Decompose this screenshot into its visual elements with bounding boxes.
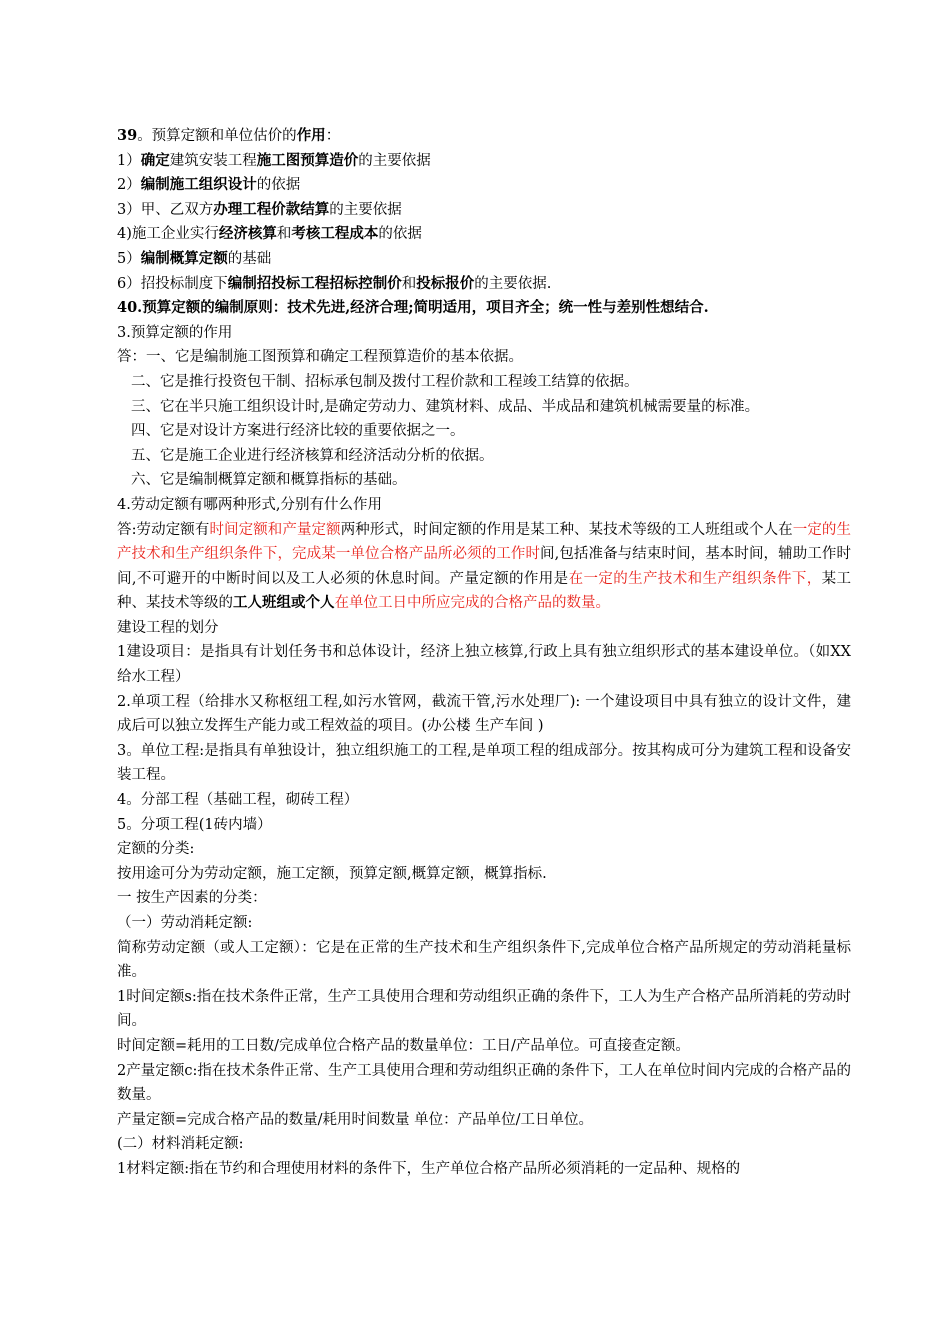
- text-run: 2产量定额c:指在技术条件正常、生产工具使用合理和劳动组织正确的条件下，工人在单位时间内完成的合格产品的数量。: [117, 1062, 851, 1104]
- text-run: 二、它是推行投资包干制、招标承包制及拨付工程价款和工程竣工结算的依据。: [131, 373, 639, 390]
- text-run: 3。单位工程:是指具有单独设计，独立组织施工的工程,是单项工程的组成部分。按其构成可分为建筑工程和设备安装工程。: [117, 742, 851, 784]
- text-run: 定额的分类:: [117, 841, 195, 858]
- text-run: 建设工程的划分: [117, 619, 219, 636]
- paragraph: [117, 788, 851, 813]
- text-run: 5）: [117, 250, 141, 267]
- text-run: 两种形式，时间定额的作用是某工种、某技术等级的工人班组或个人在: [340, 521, 793, 538]
- paragraph: [117, 444, 851, 469]
- highlighted-text: 时间定额和产量定额: [209, 521, 341, 538]
- text-run: 的主要依据: [329, 201, 402, 218]
- highlighted-text: 一定的生产技术和生产组织条件下，完成某一单位合格产品所必须的工作时: [117, 521, 852, 563]
- paragraph: [117, 1108, 851, 1133]
- paragraph: [117, 936, 851, 985]
- bold-text: 经济核算: [218, 225, 277, 243]
- paragraph: [117, 813, 851, 838]
- text-run: 1材料定额:指在节约和合理使用材料的条件下，生产单位合格产品所必须消耗的一定品种、规格的: [117, 1160, 741, 1177]
- paragraph: [117, 395, 851, 420]
- text-run: 的主要依据.: [474, 275, 552, 292]
- text-run: 五、它是施工企业进行经济核算和经济活动分析的依据。: [131, 447, 494, 464]
- text-run: 答：一、它是编制施工图预算和确定工程预算造价的基本依据。: [117, 349, 523, 366]
- text-run: 四、它是对设计方案进行经济比较的重要依据之一。: [131, 423, 465, 440]
- paragraph: [117, 690, 851, 739]
- text-run: 和: [276, 226, 292, 243]
- bold-text: 编制概算定额: [140, 249, 228, 267]
- text-run: 的主要依据: [358, 152, 431, 169]
- text-run: 一 按生产因素的分类：: [117, 890, 267, 907]
- bold-text: 工人班组或个人: [233, 594, 335, 612]
- text-run: 6）招投标制度下: [117, 275, 228, 292]
- bold-text: 39: [117, 127, 138, 144]
- paragraph: [117, 370, 851, 395]
- paragraph: [117, 493, 851, 518]
- paragraph: [117, 296, 851, 321]
- bold-text: 40.预算定额的编制原则：技术先进,经济合理;简明适用，项目齐全；统一性与差别性想结合.: [117, 299, 709, 317]
- paragraph: [117, 419, 851, 444]
- paragraph: [117, 1059, 851, 1108]
- bold-text: 编制招投标工程招标控制价: [227, 274, 402, 292]
- text-run: 4.劳动定额有哪两种形式,分别有什么作用: [117, 496, 382, 513]
- paragraph: [117, 837, 851, 862]
- paragraph: [117, 198, 851, 223]
- text-run: 。预算定额和单位估价的: [137, 128, 297, 144]
- text-run: 2）: [117, 177, 141, 194]
- text-run: 产量定额=完成合格产品的数量/耗用时间数量 单位：产品单位/工日单位。: [117, 1111, 594, 1128]
- paragraph: [117, 1132, 851, 1157]
- text-run: 六、它是编制概算定额和概算指标的基础。: [131, 472, 407, 489]
- text-run: ：: [325, 128, 341, 144]
- text-run: 和: [401, 275, 417, 292]
- paragraph: [117, 247, 851, 272]
- paragraph: [117, 518, 851, 616]
- text-run: 按用途可分为劳动定额，施工定额，预算定额,概算定额，概算指标.: [117, 865, 547, 882]
- bold-text: 考核工程成本: [291, 225, 379, 243]
- paragraph: [117, 173, 851, 198]
- paragraph: [117, 862, 851, 887]
- highlighted-text: 在单位工日中所应完成的合格产品的数量。: [334, 595, 610, 612]
- paragraph: [117, 640, 851, 689]
- text-run: 3）甲、乙双方: [117, 201, 214, 218]
- text-run: 某工种、某技术等级的: [117, 570, 852, 612]
- text-run: 1建设项目：是指具有计划任务书和总体设计，经济上独立核算,行政上具有独立组织形式的基本建设单位。（如XX给水工程）: [117, 644, 851, 686]
- highlighted-text: 在一定的生产技术和生产组织条件下，: [568, 570, 822, 587]
- paragraph: [117, 886, 851, 911]
- bold-text: 投标报价: [416, 274, 475, 292]
- paragraph: [117, 985, 851, 1034]
- text-run: 的依据: [378, 226, 422, 243]
- text-run: 1时间定额s:指在技术条件正常，生产工具使用合理和劳动组织正确的条件下，工人为生产合格产品所消耗的劳动时间。: [117, 988, 851, 1030]
- paragraph: [117, 272, 851, 297]
- bold-text: 施工图预算造价: [256, 151, 359, 169]
- text-run: 建筑安装工程: [169, 152, 257, 169]
- paragraph: [117, 321, 851, 346]
- text-run: 3.预算定额的作用: [117, 324, 233, 341]
- paragraph: [117, 124, 851, 149]
- text-run: 4。分部工程（基础工程，砌砖工程）: [117, 792, 359, 809]
- bold-text: 编制施工组织设计: [140, 176, 257, 194]
- paragraph: [117, 468, 851, 493]
- text-run: 的基础: [227, 250, 272, 267]
- bold-text: 办理工程价款结算: [213, 200, 330, 218]
- text-run: 简称劳动定额（或人工定额）：它是在正常的生产技术和生产组织条件下,完成单位合格产品所规定的劳动消耗量标准。: [117, 939, 851, 981]
- text-run: 5。分项工程(1砖内墙）: [117, 816, 272, 833]
- bold-text: 确定: [140, 151, 170, 169]
- text-run: 三、它在半只施工组织设计时,是确定劳动力、建筑材料、成品、半成品和建筑机械需要量的标准。: [131, 398, 760, 415]
- paragraph: [117, 616, 851, 641]
- text-run: 答:劳动定额有: [117, 521, 210, 538]
- document-body: [117, 124, 851, 1182]
- paragraph: [117, 345, 851, 370]
- text-run: 时间定额=耗用的工日数/完成单位合格产品的数量单位：工日/产品单位。可直接查定额。: [117, 1037, 690, 1054]
- paragraph: [117, 1157, 851, 1182]
- paragraph: [117, 739, 851, 788]
- paragraph: [117, 911, 851, 936]
- paragraph: [117, 222, 851, 247]
- text-run: (二）材料消耗定额:: [117, 1136, 244, 1153]
- text-run: 2.单项工程（给排水又称枢纽工程,如污水管网，截流干管,污水处理厂): 一个建设项目中具有独立的设计文件，建成后可以独立发挥生产能力或工程效益的项目。(办公楼 生产车间 ): [117, 693, 851, 735]
- text-run: 间,包括准备与结束时间，基本时间，辅助工作时间,不可避开的中断时间以及工人必须的休息时间。产量定额的作用是: [117, 546, 851, 587]
- text-run: （一）劳动消耗定额:: [117, 915, 253, 931]
- text-run: 的依据: [256, 177, 301, 194]
- bold-text: 作用: [296, 127, 326, 144]
- text-run: 1）: [117, 152, 141, 169]
- paragraph: [117, 149, 851, 174]
- paragraph: [117, 1034, 851, 1059]
- text-run: 4)施工企业实行: [117, 226, 219, 243]
